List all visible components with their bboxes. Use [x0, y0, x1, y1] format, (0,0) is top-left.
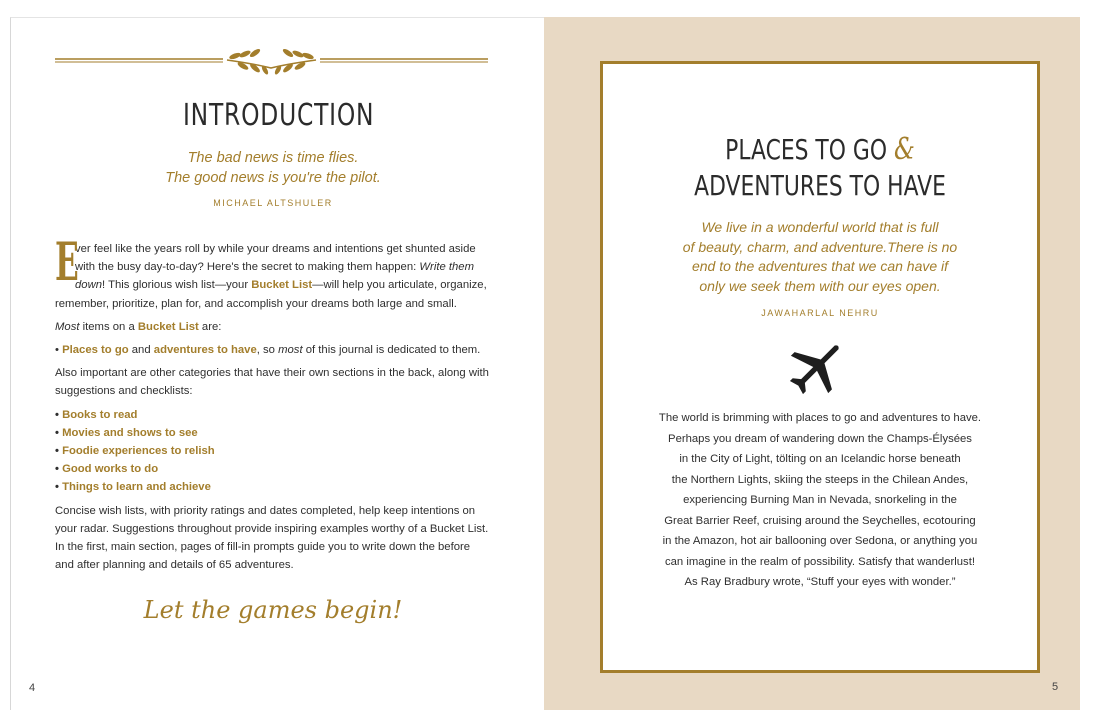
- page-title: INTRODUCTION: [182, 98, 375, 133]
- quote-line: end to the adventures that we can have if: [691, 258, 949, 274]
- body-line: Perhaps you dream of wandering down the Champs-Élysées: [668, 432, 972, 445]
- quote-author: JAWAHARLAL NEHRU: [761, 308, 879, 318]
- quote-line: The bad news is time flies.: [187, 150, 359, 166]
- list-item: • Movies and shows to see: [55, 424, 491, 442]
- text: ver feel like the years roll by while your dreams and intentions get shunted aside with the busy day-to-day? Here's the secret to making them happen:: [75, 243, 476, 274]
- epigraph-quote: [11, 148, 535, 188]
- adventures-body: [633, 408, 1007, 593]
- body-line: can imagine in the realm of possibility. Satisfy that wanderlust!: [665, 555, 975, 568]
- title-line: PLACES TO GO: [725, 133, 888, 166]
- right-page: [544, 17, 1080, 710]
- paragraph-categories: Also important are other categories that have their own sections in the back, along with suggestions and checklists:: [55, 367, 489, 398]
- body-line: The world is brimming with places to go and adventures to have.: [658, 412, 982, 424]
- ampersand: &: [893, 132, 915, 167]
- text: —will help you articulate, organize, remember, prioritize, plan for, and accomplish your dreams both large and small.: [55, 279, 487, 310]
- text: of this journal is dedicated to them.: [302, 344, 481, 357]
- text: are:: [198, 320, 222, 333]
- highlight-text: adventures to have: [153, 344, 257, 357]
- emphasis-text: Most: [55, 320, 80, 333]
- laurel-ornament-icon: [55, 46, 488, 76]
- quote-author: MICHAEL ALTSHULER: [213, 198, 333, 208]
- emphasis-text: Write them down: [75, 261, 474, 292]
- gold-frame: [600, 61, 1040, 673]
- book-spread: [10, 17, 1080, 710]
- list-item: • Good works to do: [55, 460, 491, 478]
- body-line: the Northern Lights, skiing the steeps in the Chilean Andes,: [671, 473, 969, 486]
- main-items-list: [55, 341, 491, 359]
- quote-line: only we seek them with our eyes open.: [699, 277, 941, 294]
- paragraph-intro: [55, 232, 491, 313]
- quote-line: of beauty, charm, and adventure.There is no: [682, 238, 958, 255]
- body-line: in the City of Light, tölting on an Icelandic horse beneath: [679, 453, 961, 465]
- list-item: [55, 341, 491, 359]
- text: items on a: [79, 320, 138, 333]
- paragraph-wish-lists: Concise wish lists, with priority ratings and dates completed, help keep intentions on your radar. Suggestions throughout provide inspiring examples worthy of a Bucket List. In the first, main section, pages of fill-in prompts guide you to write down the before and after planning and details of 65 adventures.: [55, 504, 489, 572]
- intro-body: [55, 232, 491, 579]
- body-line: in the Amazon, hot air ballooning over Sedona, or anything you: [662, 535, 978, 547]
- text: , so: [256, 344, 279, 357]
- title-line: ADVENTURES TO HAVE: [694, 169, 946, 202]
- list-item: • Foodie experiences to relish: [55, 442, 491, 460]
- airplane-icon: [784, 334, 850, 400]
- highlight-text: Bucket List: [137, 320, 199, 333]
- emphasis-text: most: [278, 344, 303, 357]
- drop-cap: E: [55, 232, 79, 293]
- closing-script-text: Let the games begin!: [143, 596, 403, 624]
- page-number: 5: [1052, 681, 1059, 693]
- list-item: • Things to learn and achieve: [55, 478, 491, 496]
- highlight-text: Places to go: [62, 344, 129, 357]
- categories-list: [55, 406, 491, 497]
- quote-line: We live in a wonderful world that is full: [701, 219, 939, 235]
- highlight-text: Bucket List: [251, 279, 313, 292]
- body-line: As Ray Bradbury wrote, “Stuff your eyes with wonder.”: [684, 576, 956, 588]
- text: ! This glorious wish list—your: [102, 279, 252, 292]
- quote-line: The good news is you're the pilot.: [165, 170, 381, 186]
- text: and: [128, 344, 154, 357]
- list-item: • Books to read: [55, 406, 491, 424]
- epigraph-quote: [603, 218, 1037, 296]
- body-line: experiencing Burning Man in Nevada, snorkeling in the: [683, 494, 957, 506]
- page-number: 4: [29, 682, 36, 694]
- body-line: Great Barrier Reef, cruising around the Seychelles, ecotouring: [664, 514, 976, 527]
- paragraph-most-items: [55, 318, 491, 336]
- section-title: [651, 132, 990, 204]
- left-page: [10, 17, 544, 710]
